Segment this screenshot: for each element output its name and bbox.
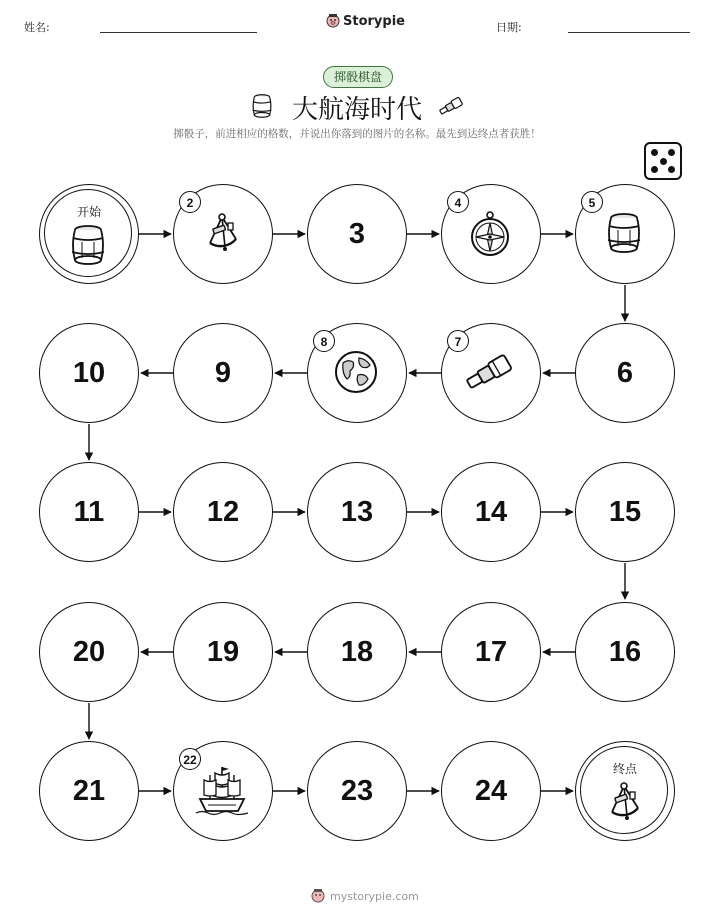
pig-mascot-icon	[310, 888, 326, 904]
space-number: 13	[340, 495, 374, 528]
board-space	[441, 462, 541, 562]
board-space-start	[39, 184, 139, 284]
board-space	[173, 184, 273, 284]
board-space	[173, 462, 273, 562]
board-space	[307, 323, 407, 423]
sextant-icon	[200, 211, 244, 259]
barrel-icon	[68, 223, 108, 271]
space-number: 18	[340, 635, 374, 668]
space-number-badge: 4	[447, 191, 469, 213]
space-number: 16	[608, 635, 642, 668]
space-number: 3	[348, 217, 366, 250]
board-space	[441, 323, 541, 423]
footer-url[interactable]: mystorypie.com	[330, 889, 419, 903]
board-space	[441, 602, 541, 702]
page-title: 大航海时代	[291, 95, 422, 125]
board-space	[575, 323, 675, 423]
board-space	[39, 462, 139, 562]
name-label: 姓名:	[24, 21, 50, 34]
board-space	[441, 184, 541, 284]
board-space	[441, 741, 541, 841]
space-number: 12	[206, 495, 240, 528]
space-number: 23	[340, 774, 374, 807]
space-label: 开始	[76, 205, 101, 219]
spyglass-icon	[462, 352, 518, 396]
footer	[310, 888, 419, 904]
space-number-badge: 22	[179, 748, 201, 770]
space-number: 10	[72, 356, 106, 389]
space-number: 24	[474, 774, 508, 807]
board-space	[307, 462, 407, 562]
globe-icon	[333, 349, 379, 399]
board-space	[575, 462, 675, 562]
board-space	[39, 323, 139, 423]
space-number: 9	[214, 356, 232, 389]
space-number-badge: 7	[447, 330, 469, 352]
instructions: 掷骰子，前进相应的格数，并说出你落到的图片的名称。最先到达终点者获胜！	[173, 128, 541, 140]
board-space	[575, 602, 675, 702]
board-space	[173, 602, 273, 702]
board-space	[307, 184, 407, 284]
space-number: 6	[616, 356, 634, 389]
board-space	[173, 323, 273, 423]
space-number: 21	[72, 774, 106, 807]
space-number: 11	[73, 495, 105, 528]
space-number: 20	[72, 635, 106, 668]
board-space	[307, 741, 407, 841]
barrel-icon	[604, 211, 644, 259]
space-number: 17	[474, 635, 508, 668]
board-space	[173, 741, 273, 841]
space-number-badge: 2	[179, 191, 201, 213]
ship-icon	[194, 763, 250, 821]
board-space-finish	[575, 741, 675, 841]
board-space	[307, 602, 407, 702]
space-number: 19	[206, 635, 240, 668]
board-space	[39, 602, 139, 702]
space-number: 14	[474, 495, 508, 528]
brand-name: Storypie	[343, 13, 405, 29]
space-number: 15	[608, 495, 642, 528]
board-space	[575, 184, 675, 284]
date-label: 日期:	[496, 21, 522, 34]
sextant-icon	[602, 780, 646, 828]
compass-icon	[468, 209, 512, 261]
space-number-badge: 5	[581, 191, 603, 213]
space-label: 终点	[612, 762, 637, 776]
board-space	[39, 741, 139, 841]
space-number-badge: 8	[313, 330, 335, 352]
game-type-tag: 掷骰棋盘	[323, 66, 393, 88]
